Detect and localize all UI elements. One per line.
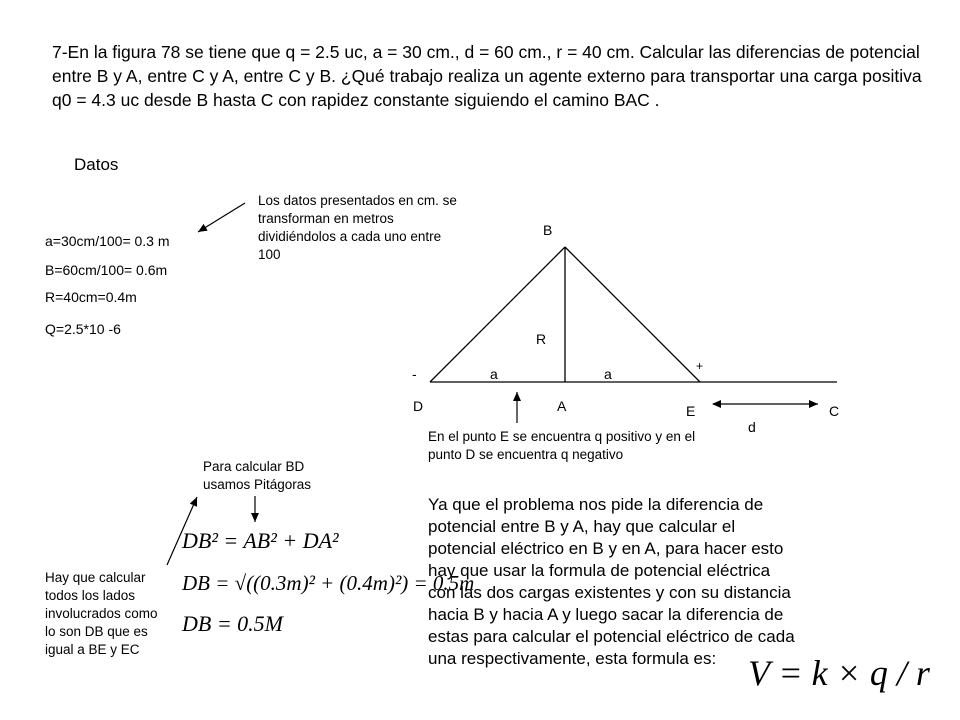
sides-note: Hay que calcular todos los lados involucrados como lo son DB que es igual a BE y EC [45, 570, 158, 657]
dato-r: R=40cm=0.4m [45, 289, 137, 305]
equation-db-squared: DB² = AB² + DA² [182, 528, 339, 553]
equation-db-root: DB = √((0.3m)² + (0.4m)²) = 0.5m [182, 571, 475, 595]
label-a-point: A [557, 398, 567, 414]
explanation-text: Ya que el problema nos pide la diferencia de potencial entre B y A, hay que calcular el potencial eléctrico en B y en A, para hacer esto hay que usar la formula de potencial eléctrica con las dos cargas existentes y con su distancia hacia B y hacia A y luego sacar la diferencia de estas para calcular el potencial eléctrico de cada una respectivamente, esta formula es: [428, 495, 795, 668]
datos-heading: Datos [74, 155, 119, 174]
problem-statement: 7-En la figura 78 se tiene que q = 2.5 uc, a = 30 cm., d = 60 cm., r = 40 cm. Calcular las diferencias de potencial entre B y A, entre C y A, entre C y B. ¿Qué trabajo realiza un agente externo para transportar una carga positiva q0 = 4.3 uc desde B hasta C con rapidez constante siguiendo el camino BAC . [52, 42, 922, 110]
label-distance-d: d [748, 419, 756, 435]
conversion-note: Los datos presentados en cm. se transforman en metros dividiéndolos a cada uno entre 100 [258, 193, 457, 262]
dato-b: B=60cm/100= 0.6m [45, 262, 168, 278]
equation-db-result: DB = 0.5M [182, 611, 283, 636]
label-a-left: a [490, 366, 498, 382]
side-db [430, 247, 565, 382]
label-a-right: a [604, 366, 612, 382]
pythagoras-note: Para calcular BD usamos Pitágoras [203, 459, 312, 492]
label-d-point: D [413, 398, 424, 414]
note-arrow [198, 203, 245, 232]
label-plus: + [696, 359, 704, 373]
label-minus: - [412, 366, 417, 382]
side-be [565, 247, 700, 382]
label-r: R [536, 331, 547, 347]
label-e-point: E [686, 403, 696, 419]
dato-q: Q=2.5*10 -6 [45, 321, 121, 337]
label-b: B [543, 222, 553, 238]
label-c-point: C [829, 403, 840, 419]
figure-caption: En el punto E se encuentra q positivo y en el punto D se encuentra q negativo [428, 429, 696, 462]
dato-a: a=30cm/100= 0.3 m [45, 233, 170, 249]
potential-formula: V = k × q / r [748, 653, 930, 693]
